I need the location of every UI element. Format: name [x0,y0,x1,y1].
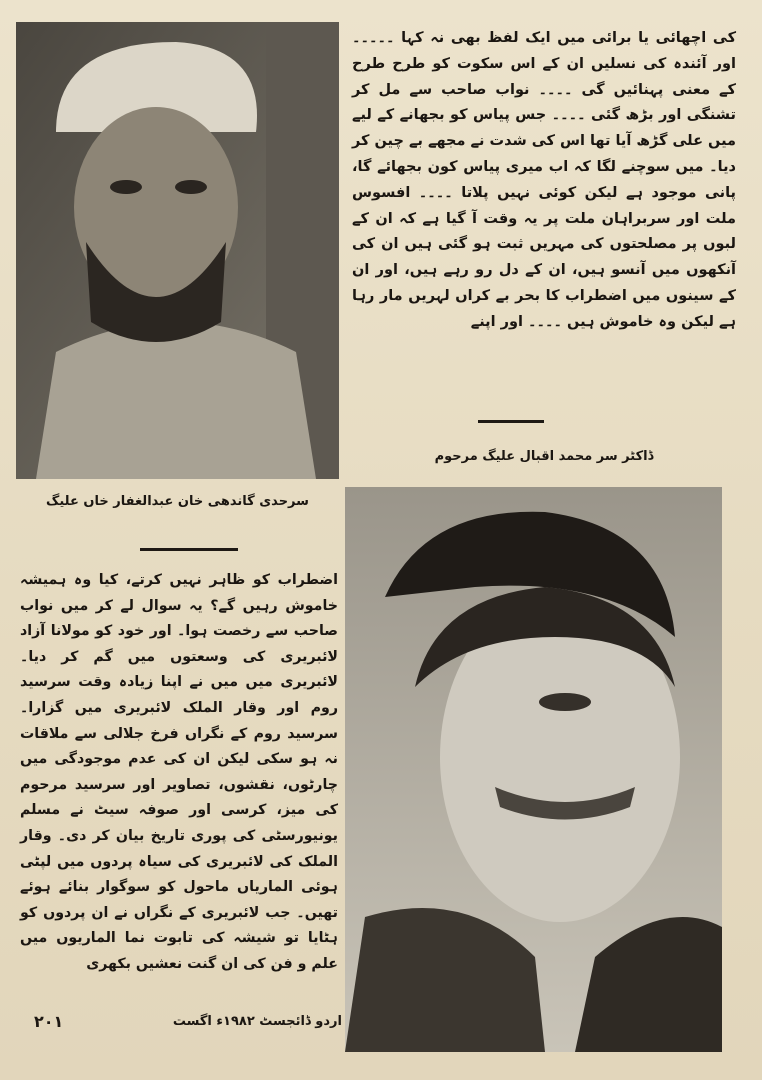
article-paragraph: کی اچھائی یا برائی میں ایک لفظ بھی نہ کہا ۔۔۔۔۔ اور آئندہ کی نسلیں ان کے اس سکوت کو طرح طرح کے معنی پہنائیں گی ۔۔۔۔ نواب صاحب سے مل کر تشنگی اور بڑھ گئی ۔۔۔۔ جس پیاس کو بجھانے کے لیے میں علی گڑھ آیا تھا اس کی شدت نے مجھے بے چین کر دیا۔ میں سوچنے لگا کہ اب میری پیاس کون بجھائے گا، پانی موجود ہے لیکن کوئی نہیں پلاتا ۔۔۔۔ افسوس ملت اور سربراہان ملت پر یہ وقت آ گیا ہے کہ ان کے لبوں پر مصلحتوں کی مہریں ثبت ہو گئی ہیں ان کی آنکھوں میں آنسو ہیں، ان کے دل رو رہے ہیں، اور ان کے سینوں میں اضطراب کا بحر بے کراں لہریں مار رہا ہے لیکن وہ خاموش ہیں ۔۔۔۔ اور اپنے [352,30,736,330]
divider-line [140,548,238,551]
portrait-photo-bottom [345,487,722,1052]
article-paragraph: اضطراب کو ظاہر نہیں کرتے، کیا وہ ہمیشہ خاموش رہیں گے؟ یہ سوال لے کر میں نواب صاحب سے رخصت ہوا۔ اور خود کو مولانا آزاد لائبریری کی وسعتوں میں گم کر دیا۔ لائبریری میں میں نے اپنا زیادہ وقت سرسید روم اور وقار الملک لائبریری میں گزارا۔ سرسید روم کے نگراں فرخ جلالی سے ملاقات نہ ہو سکی لیکن ان کی عدم موجودگی میں چارٹوں، نقشوں، تصاویر اور سرسید مرحوم کی میز، کرسی اور صوفہ سیٹ نے مسلم یونیورسٹی کی پوری تاریخ بیان کر دی۔ وقار الملک کی لائبریری کی سیاہ پردوں میں لپٹی ہوئی الماریاں ماحول کو سوگوار بنائے ہوئے تھیں۔ جب لائبریری کے نگراں نے ان پردوں کو ہٹایا تو شیشہ کی تابوت نما الماریوں میں علم و فن کی ان گنت نعشیں بکھری [20,572,338,972]
photo-caption-iqbal: ڈاکٹر سر محمد اقبال علیگ مرحوم [434,449,654,464]
footer-publication: اردو ڈائجسٹ ۱۹۸۲ء اگست [172,1014,342,1029]
page-number: ۲۰۱ [34,1012,64,1031]
portrait-image-khan [16,22,339,479]
divider-line [478,420,544,423]
photo-caption-khan: سرحدی گاندھی خان عبدالغفار خاں علیگ [46,494,309,509]
portrait-photo-top [16,22,339,479]
article-text-bottom [20,568,338,978]
article-text-top [352,26,736,336]
portrait-image-iqbal [345,487,722,1052]
